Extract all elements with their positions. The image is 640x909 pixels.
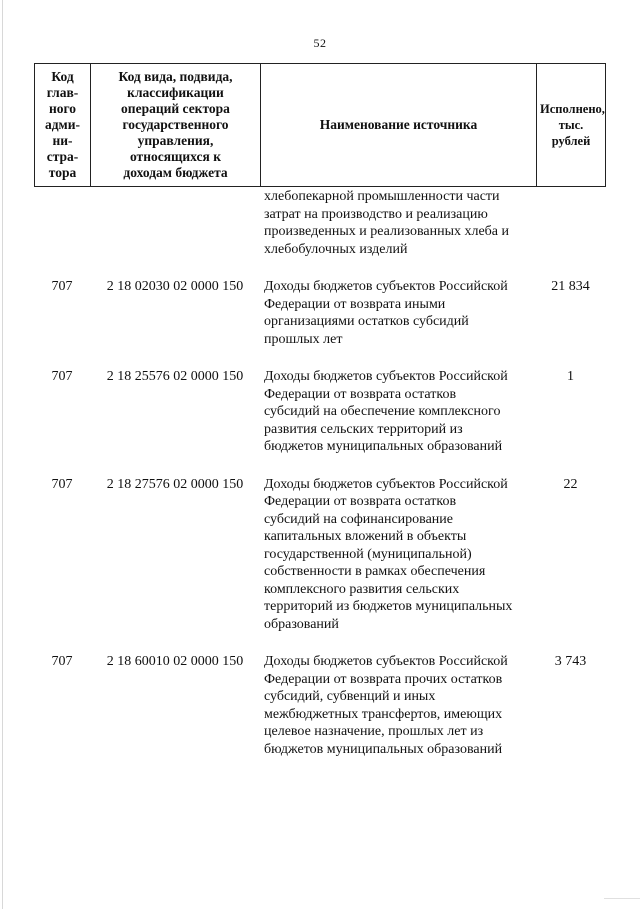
classification-code-cell <box>90 188 260 258</box>
source-name-line: территорий из бюджетов муниципальных <box>264 599 513 614</box>
source-name-line: Федерации от возврата остатков <box>264 386 457 402</box>
header-executed-amount <box>537 64 606 187</box>
scan-edge-line <box>2 0 3 909</box>
source-name-line: Доходы бюджетов субъектов Российской <box>264 369 508 384</box>
scan-corner-mark <box>604 898 640 909</box>
source-name-cell <box>260 188 536 258</box>
source-name-line: организациями остатков субсидий <box>264 314 469 329</box>
header-line: операций сектора <box>121 101 230 116</box>
amount-cell: 21 834 <box>551 279 590 294</box>
header-line: Наименование источника <box>319 117 478 132</box>
source-name-line: хлебобулочных изделий <box>264 241 408 257</box>
source-name-line: затрат на производство и реализацию <box>264 206 488 222</box>
header-line: доходам бюджета <box>123 165 228 180</box>
source-name-line: государственной (муниципальной) <box>264 546 472 562</box>
header-line: классификации <box>127 85 224 100</box>
amount-cell: 1 <box>567 369 574 384</box>
header-line: ного <box>48 101 77 116</box>
header-line: государственного <box>122 117 229 132</box>
source-name-cell <box>260 653 536 758</box>
source-name-line: Федерации от возврата иными <box>264 296 446 312</box>
amount-cell <box>536 188 605 258</box>
header-line: Код вида, подвида, <box>118 69 233 84</box>
classification-code-cell: 2 18 60010 02 0000 150 <box>106 654 244 669</box>
header-admin-code <box>35 64 91 187</box>
source-name-line: субсидий, субвенций и иных <box>264 689 436 704</box>
source-name-line: комплексного развития сельских <box>264 581 460 597</box>
admin-code-cell <box>34 188 90 258</box>
source-name-cell <box>260 278 536 348</box>
source-name-line: Федерации от возврата прочих остатков <box>264 671 503 687</box>
table-header <box>34 63 606 187</box>
source-name-line: капитальных вложений в объекты <box>264 529 467 544</box>
source-name-cell <box>260 368 536 456</box>
header-source-name <box>261 64 537 187</box>
admin-code-cell: 707 <box>51 476 73 492</box>
header-line: относящихся к <box>129 149 221 164</box>
page-number: 52 <box>313 36 327 50</box>
source-name-line: хлебопекарной промышленности части <box>264 189 500 204</box>
header-line: тора <box>48 165 77 180</box>
source-name-line: Доходы бюджетов субъектов Российской <box>264 654 508 669</box>
source-name-line: субсидий на софинансирование <box>264 511 454 527</box>
header-line: управления, <box>137 133 214 148</box>
source-name-line: образований <box>264 616 339 632</box>
classification-code-cell: 2 18 02030 02 0000 150 <box>106 279 244 294</box>
source-name-line: целевое назначение, прошлых лет из <box>264 724 484 739</box>
table-body <box>34 188 605 758</box>
source-name-line: произведенных и реализованных хлеба и <box>264 224 509 239</box>
header-line: ни- <box>52 133 73 148</box>
table-row <box>34 278 605 348</box>
source-name-line: развития сельских территорий из <box>264 421 463 437</box>
header-line: стра- <box>46 149 79 164</box>
source-name-line: прошлых лет <box>264 331 343 347</box>
header-line: тыс. рублей <box>551 118 591 148</box>
source-name-line: Федерации от возврата остатков <box>264 494 457 509</box>
header-line: глав- <box>46 85 79 100</box>
table-row <box>34 476 605 634</box>
source-name-line: межбюджетных трансфертов, имеющих <box>264 706 503 722</box>
table-row <box>34 653 605 758</box>
admin-code-cell: 707 <box>51 279 73 294</box>
table-row <box>34 368 605 456</box>
header-classification-code <box>91 64 261 187</box>
classification-code-cell: 2 18 27576 02 0000 150 <box>106 476 244 492</box>
classification-code-cell: 2 18 25576 02 0000 150 <box>106 369 244 384</box>
source-name-cell <box>260 476 536 634</box>
header-line: Код <box>51 69 74 84</box>
source-name-line: субсидий на обеспечение комплексного <box>264 404 501 419</box>
header-line: Исполнено, <box>540 102 605 116</box>
admin-code-cell: 707 <box>51 369 73 384</box>
table-row <box>34 188 605 258</box>
admin-code-cell: 707 <box>51 654 73 669</box>
amount-cell: 3 743 <box>554 654 587 669</box>
header-line: адми- <box>44 117 81 132</box>
source-name-line: бюджетов муниципальных образований <box>264 439 503 454</box>
source-name-line: Доходы бюджетов субъектов Российской <box>264 476 508 492</box>
source-name-line: собственности в рамках обеспечения <box>264 564 486 579</box>
source-name-line: Доходы бюджетов субъектов Российской <box>264 279 508 294</box>
source-name-line: бюджетов муниципальных образований <box>264 741 503 757</box>
amount-cell: 22 <box>563 476 578 492</box>
